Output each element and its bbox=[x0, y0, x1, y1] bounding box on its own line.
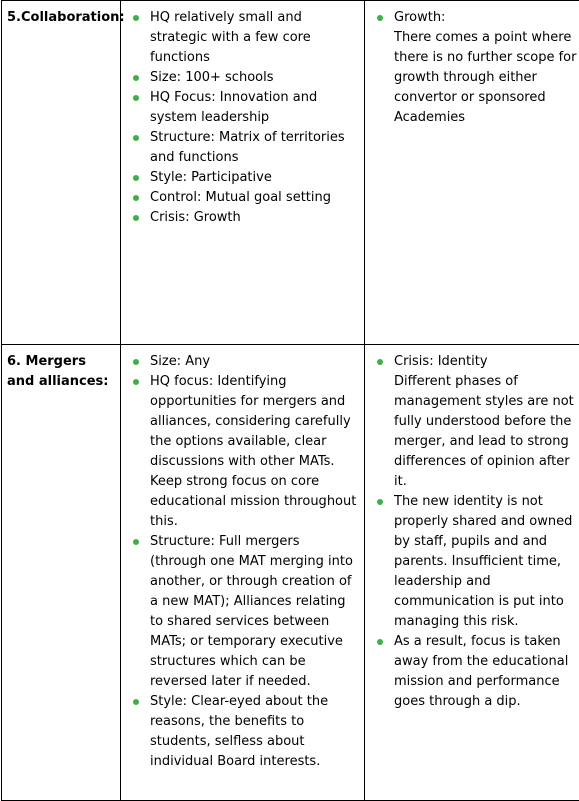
crisis-cell bbox=[365, 1, 579, 345]
bullet-icon bbox=[133, 15, 139, 21]
bullet-icon bbox=[133, 699, 139, 705]
crisis-text: There comes a point where there is no further scope for growth through either convertor or sponsored Academies bbox=[394, 30, 577, 125]
list-item bbox=[126, 532, 359, 692]
list-item-text: HQ Focus: Innovation and system leadership bbox=[150, 90, 318, 125]
stage-heading: 6. Mergers and alliances: bbox=[7, 354, 109, 389]
bullet-icon bbox=[377, 359, 383, 365]
crisis-text: Different phases of management styles are not fully understood before the merger, and lead to strong differences of opinion after it. bbox=[394, 374, 574, 489]
stage-details-list bbox=[126, 8, 359, 228]
stage-heading-cell bbox=[2, 1, 125, 345]
bullet-icon bbox=[133, 379, 139, 385]
list-item bbox=[126, 692, 359, 772]
crisis-title: Growth: bbox=[394, 10, 446, 25]
list-item bbox=[126, 208, 359, 228]
list-item-text: Style: Clear-eyed about the reasons, the benefits to students, selfless about individual Board interests. bbox=[150, 694, 329, 769]
stage-details-list bbox=[126, 352, 359, 772]
crisis-title: Crisis: Identity bbox=[394, 354, 488, 369]
list-item-text: Size: 100+ schools bbox=[150, 70, 274, 85]
list-item bbox=[126, 352, 359, 372]
list-item bbox=[126, 8, 359, 68]
list-item-text: Control: Mutual goal setting bbox=[150, 190, 331, 205]
stage-details-cell bbox=[121, 1, 365, 345]
bullet-icon bbox=[133, 135, 139, 141]
list-item-text: HQ focus: Identifying opportunities for mergers and alliances, considering carefully the options available, clear discussions with other MATs. Keep strong focus on core educational mission throughout this. bbox=[150, 374, 357, 529]
bullet-icon bbox=[133, 75, 139, 81]
bullet-icon bbox=[133, 95, 139, 101]
bullet-icon bbox=[133, 175, 139, 181]
list-item bbox=[126, 128, 359, 168]
crisis-list bbox=[370, 8, 578, 128]
list-item-text: Structure: Full mergers (through one MAT merging into another, or through creation of a new MAT); Alliances relating to shared services between MATs; or temporary executive structures which can be reversed later if needed. bbox=[150, 534, 353, 689]
bullet-icon bbox=[133, 215, 139, 221]
list-item-text: Structure: Matrix of territories and functions bbox=[150, 130, 345, 165]
stage-heading-cell bbox=[2, 345, 121, 801]
crisis-cell bbox=[365, 345, 579, 801]
list-item bbox=[126, 168, 359, 188]
list-item bbox=[126, 68, 359, 88]
crisis-list bbox=[370, 352, 578, 712]
crisis-item bbox=[370, 492, 578, 632]
stage-details-cell bbox=[121, 345, 365, 801]
list-item-text: HQ relatively small and strategic with a few core functions bbox=[150, 10, 311, 65]
table-row-collaboration bbox=[2, 1, 579, 345]
list-item-text: Crisis: Growth bbox=[150, 210, 241, 225]
list-item bbox=[126, 88, 359, 128]
stage-heading: 5.Collaboration: bbox=[7, 10, 125, 25]
bullet-icon bbox=[133, 539, 139, 545]
bullet-icon bbox=[133, 195, 139, 201]
crisis-text: As a result, focus is taken away from the educational mission and performance goes through a dip. bbox=[394, 634, 569, 709]
crisis-text: The new identity is not properly shared and owned by staff, pupils and and parents. Insufficient time, leadership and communication is put into managing this risk. bbox=[394, 494, 573, 629]
list-item-text: Style: Participative bbox=[150, 170, 272, 185]
list-item bbox=[126, 372, 359, 532]
bullet-icon bbox=[377, 15, 383, 21]
list-item-text: Size: Any bbox=[150, 354, 211, 369]
table-row-mergers bbox=[2, 345, 579, 801]
list-item bbox=[126, 188, 359, 208]
bullet-icon bbox=[133, 359, 139, 365]
stages-table bbox=[1, 0, 579, 801]
crisis-item bbox=[370, 352, 578, 492]
bullet-icon bbox=[377, 639, 383, 645]
crisis-item bbox=[370, 632, 578, 712]
bullet-icon bbox=[377, 499, 383, 505]
crisis-item bbox=[370, 8, 578, 128]
